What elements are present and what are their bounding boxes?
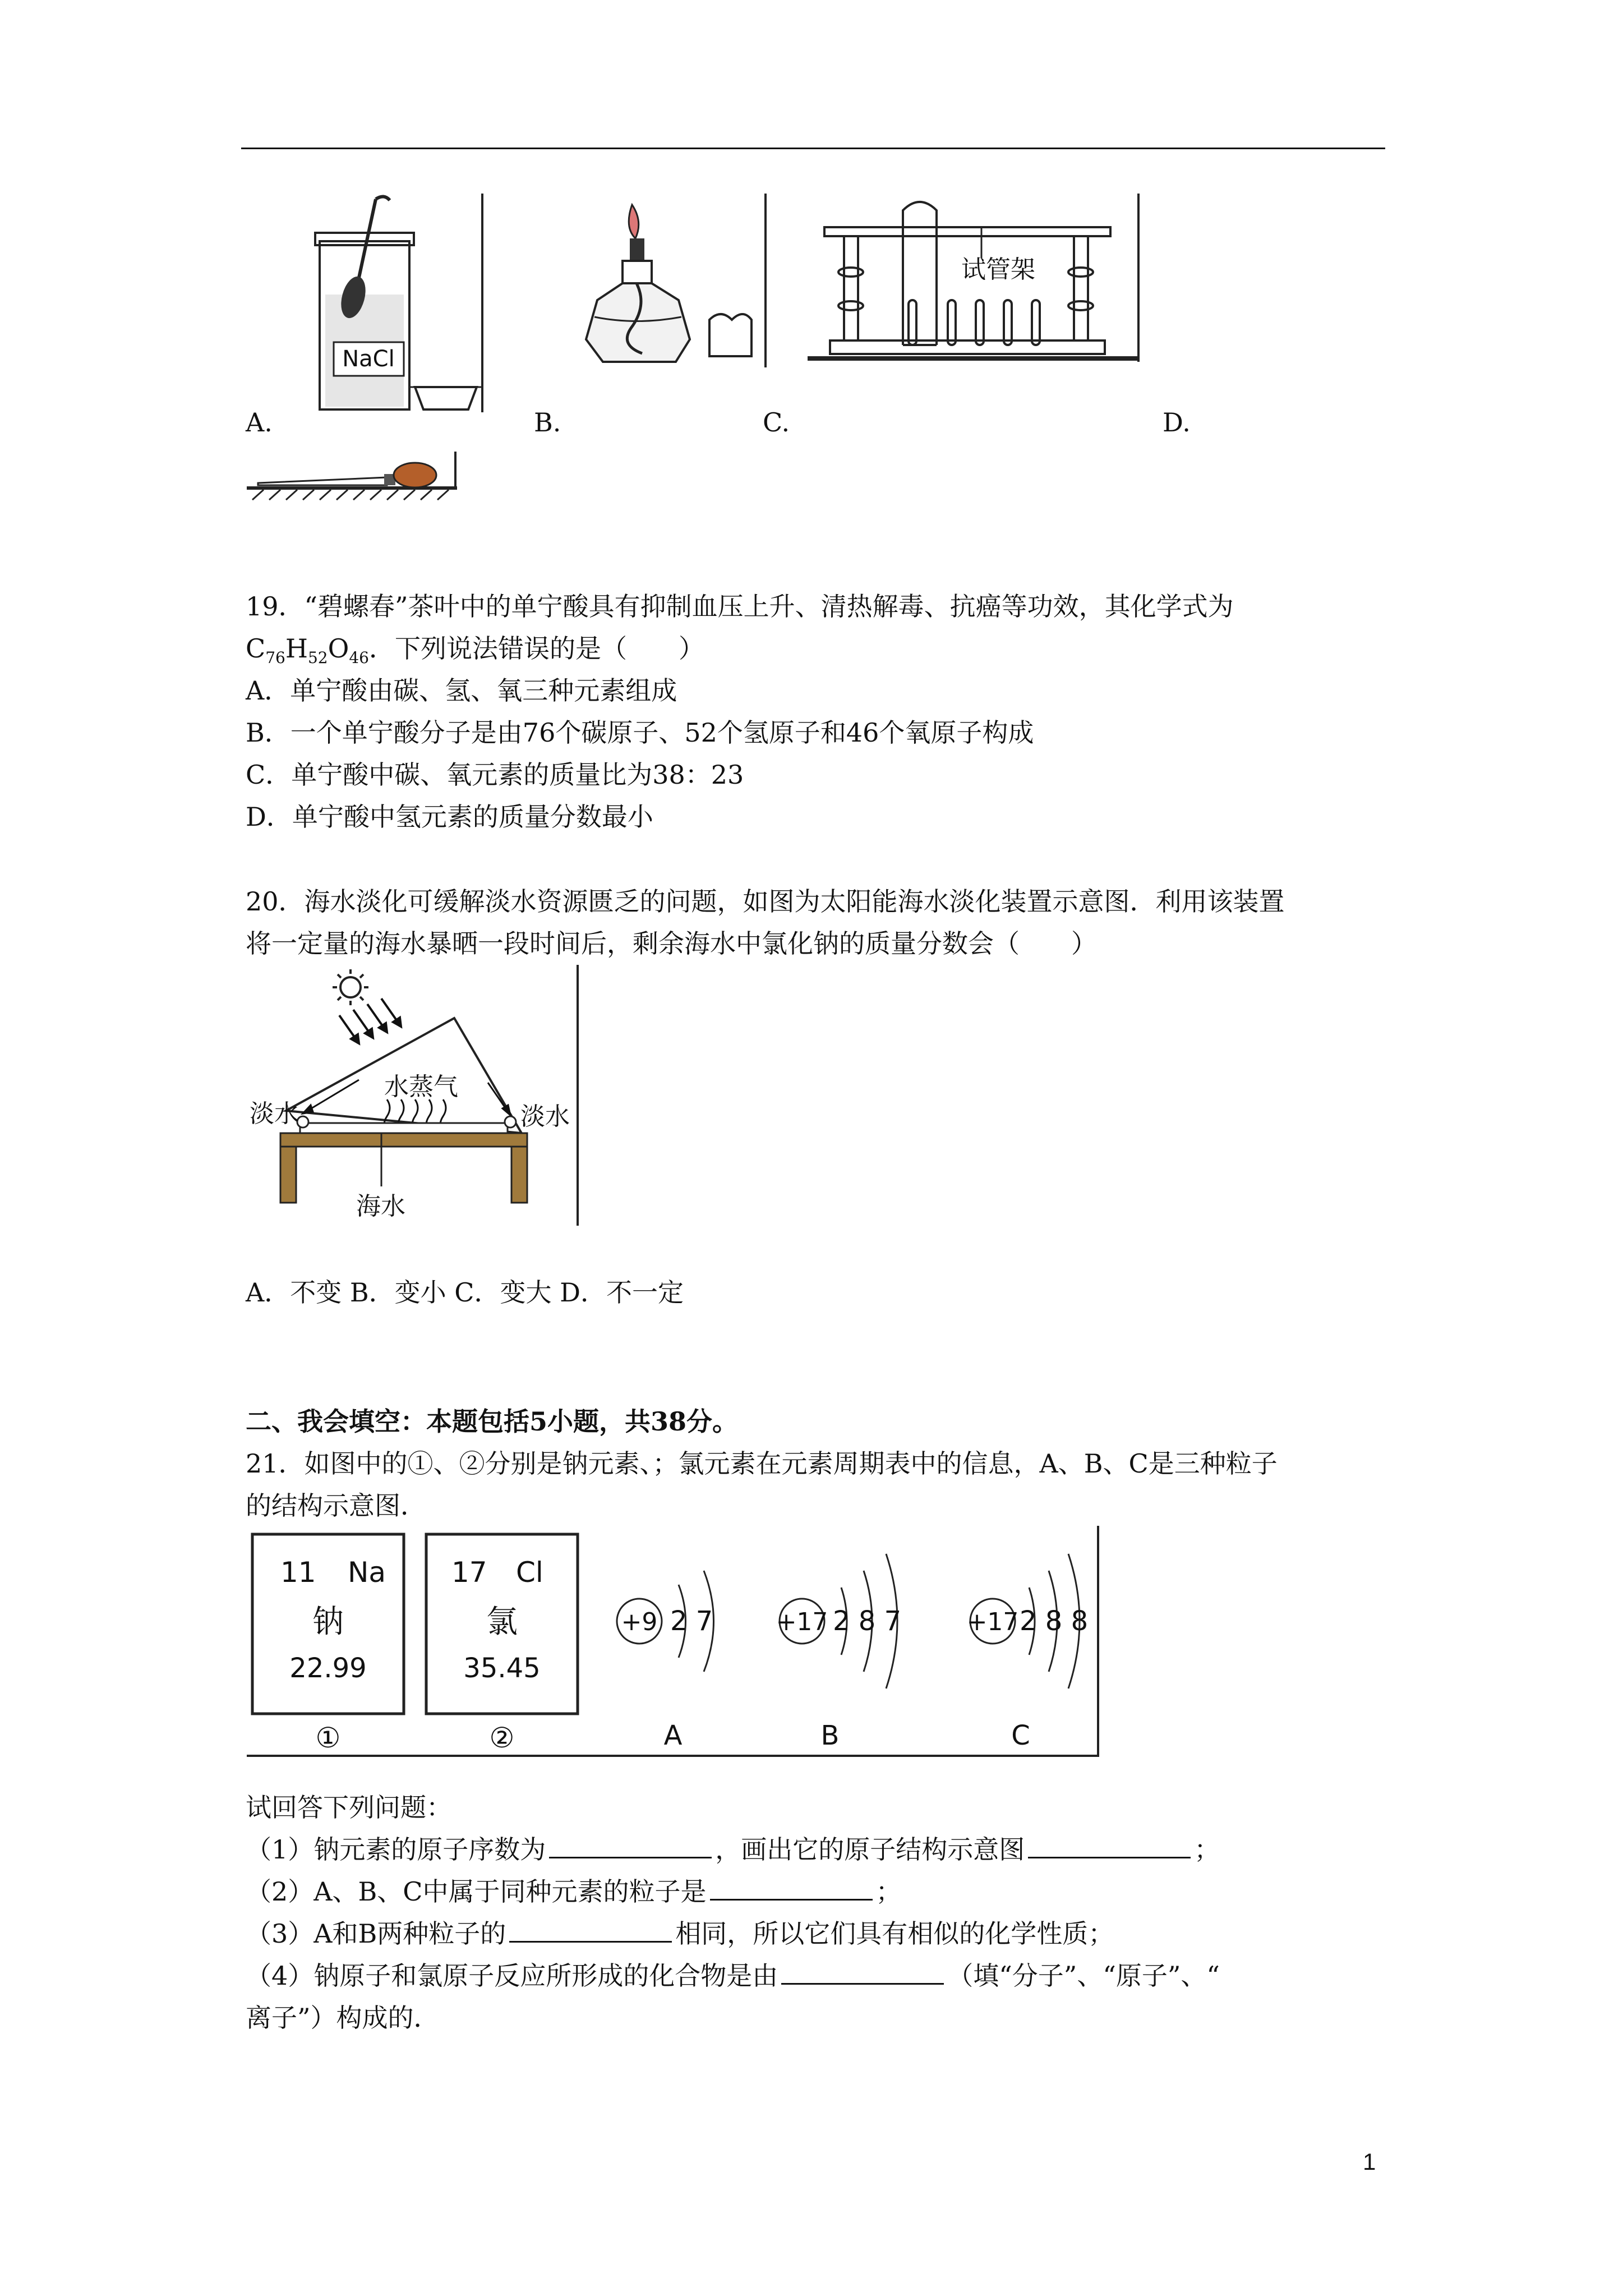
cell-mass: 22.99 [289,1653,367,1684]
q21-sub1-text-a: （1）钠元素的原子序数为 [246,1834,546,1865]
q21-sub4 [246,1954,1220,1998]
q21-sub4-cont: 离子”）构成的． [246,2003,440,2033]
cell-name: 氯 [486,1604,518,1640]
figure-test-tube-rack [808,194,1144,379]
cell-mass: 35.45 [463,1653,541,1684]
q19-option-d: D．单宁酸中氢元素的质量分数最小 [246,802,653,832]
formula-c: C [246,633,266,664]
formula-o: O [328,633,349,664]
particle-nucleus: +17 [776,1608,828,1636]
option-label-b: B. [534,407,561,438]
q21-stem-line2: 的结构示意图． [246,1490,426,1521]
cell-symbol: Cl [516,1556,543,1589]
particle-shells: 2 7 [670,1605,713,1637]
q21-sub1-text-b: ，画出它的原子结构示意图 [715,1834,1025,1865]
formula-o-sub: 46 [349,648,369,668]
particle-shells: 2 8 7 [833,1605,902,1637]
q21-sub4-text-b: （填“分子”、“原子”、“ [947,1961,1220,1991]
label-seawater: 海水 [356,1192,405,1221]
q21-sub1-text-c: ； [1194,1834,1220,1865]
formula-h: H [285,633,308,664]
q21-sub2-text-b: ； [875,1876,902,1907]
q20-stem-line2: 将一定量的海水暴晒一段时间后，剩余海水中氯化钠的质量分数会（ ） [246,928,1097,959]
section2-heading: 二、我会填空：本题包括5小题，共38分。 [246,1406,739,1437]
figure-element-info [247,1526,1110,1761]
answer-blank-2[interactable] [710,1876,873,1901]
particle-nucleus: +9 [621,1608,658,1636]
option-label-a: A. [246,407,273,438]
q20-options: A．不变 B．变小 C．变大 D．不一定 [246,1277,684,1308]
cell-name: 钠 [312,1604,344,1640]
particle-tag: A [663,1720,683,1751]
particle-nucleus: +17 [966,1608,1019,1636]
particle-tag: C [1011,1720,1030,1751]
label-fresh-water-left: 淡水 [250,1099,299,1128]
cell-tag: ② [489,1722,515,1754]
q21-sub3-text-a: （3）A和B两种粒子的 [246,1918,506,1949]
label-fresh-water-right: 淡水 [520,1102,570,1131]
q19-option-b: B．一个单宁酸分子是由76个碳原子、52个氢原子和46个氧原子构成 [246,717,1034,748]
q19-stem-rest: ．下列说法错误的是（ ） [368,633,704,664]
figure-nacl-jar [280,194,488,424]
nacl-label: NaCl [342,346,395,372]
q21-stem-line1: 21．如图中的①、②分别是钠元素、；氯元素在元素周期表中的信息，A、B、C是三种粒子 [246,1448,1278,1479]
cell-tag: ① [315,1722,341,1754]
q21-sub1 [246,1828,1220,1871]
sun-icon [333,969,368,1005]
page-number: 1 [1363,2148,1376,2175]
cell-symbol: Na [348,1556,386,1589]
answer-blank-4[interactable] [781,1961,944,1985]
header-rule [241,148,1385,149]
formula-h-sub: 52 [307,648,328,668]
answer-blank-1b[interactable] [1028,1834,1191,1858]
answer-blank-3[interactable] [509,1918,672,1943]
q21-sub2-text-a: （2）A、B、C中属于同种元素的粒子是 [246,1876,707,1907]
formula-c-sub: 76 [265,648,285,668]
answer-blank-1a[interactable] [549,1834,712,1858]
q21-prompt: 试回答下列问题： [246,1792,452,1823]
figure-solar-desalination [247,965,583,1228]
q19-stem-line1: 19．“碧螺春”茶叶中的单宁酸具有抑制血压上升、清热解毒、抗癌等功效，其化学式为 [246,591,1234,622]
test-tube-rack-label: 试管架 [961,255,1035,284]
q20-stem-line1: 20．海水淡化可缓解淡水资源匮乏的问题，如图为太阳能海水淡化装置示意图．利用该装置 [246,886,1285,917]
q21-sub3-text-b: 相同，所以它们具有相似的化学性质； [675,1918,1114,1949]
q19-option-a: A．单宁酸由碳、氢、氧三种元素组成 [246,675,677,706]
label-water-vapor: 水蒸气 [384,1073,458,1101]
particle-shells: 2 8 8 [1020,1605,1089,1637]
q19-option-c: C．单宁酸中碳、氧元素的质量比为38：23 [246,760,744,790]
cell-number: 11 [280,1556,316,1589]
option-label-c: C. [763,407,790,438]
cell-number: 17 [451,1556,487,1589]
option-label-d: D. [1163,407,1191,438]
figure-dropper [247,452,460,508]
q21-sub2 [246,1870,902,1913]
q21-sub4-text-a: （4）钠原子和氯原子反应所形成的化合物是由 [246,1961,778,1991]
particle-tag: B [820,1720,840,1751]
figure-alcohol-lamp [569,194,771,373]
q21-sub3 [246,1912,1114,1955]
